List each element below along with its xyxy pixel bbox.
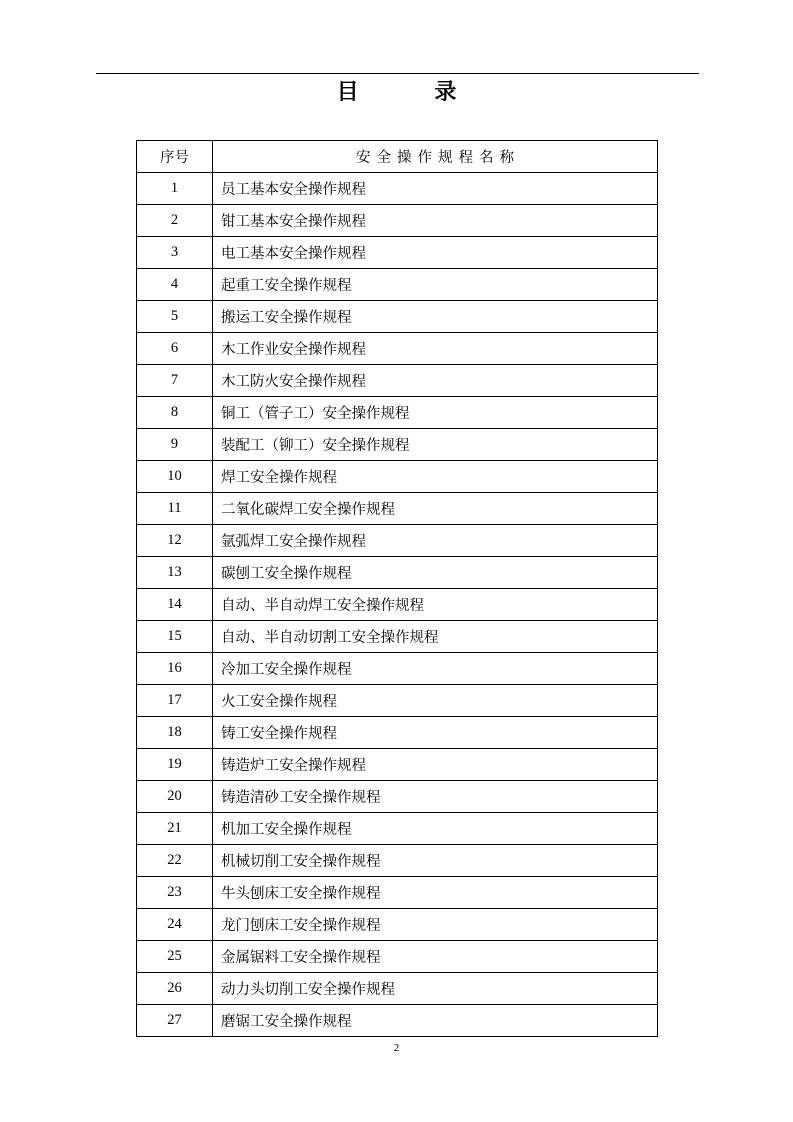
row-number: 9 [137, 429, 213, 461]
table-row [137, 781, 658, 813]
table-row [137, 269, 658, 301]
row-number: 25 [137, 941, 213, 973]
row-number: 1 [137, 173, 213, 205]
row-procedure-name: 氩弧焊工安全操作规程 [213, 525, 658, 557]
row-number: 23 [137, 877, 213, 909]
table-row [137, 493, 658, 525]
row-procedure-name: 起重工安全操作规程 [213, 269, 658, 301]
row-number: 4 [137, 269, 213, 301]
row-procedure-name: 磨锯工安全操作规程 [213, 1005, 658, 1037]
row-number: 13 [137, 557, 213, 589]
row-number: 16 [137, 653, 213, 685]
row-procedure-name: 冷加工安全操作规程 [213, 653, 658, 685]
row-number: 24 [137, 909, 213, 941]
table-row [137, 941, 658, 973]
row-number: 20 [137, 781, 213, 813]
table-row [137, 877, 658, 909]
row-procedure-name: 机加工安全操作规程 [213, 813, 658, 845]
toc-body [137, 173, 658, 1037]
row-number: 8 [137, 397, 213, 429]
table-row [137, 205, 658, 237]
row-procedure-name: 金属锯料工安全操作规程 [213, 941, 658, 973]
table-row [137, 749, 658, 781]
table-row [137, 397, 658, 429]
table-row [137, 621, 658, 653]
row-number: 3 [137, 237, 213, 269]
column-header-number: 序号 [137, 141, 213, 173]
header-rule [96, 73, 699, 74]
table-row [137, 717, 658, 749]
table-row [137, 653, 658, 685]
page-number: 2 [393, 1042, 400, 1054]
row-procedure-name: 二氧化碳焊工安全操作规程 [213, 493, 658, 525]
row-number: 15 [137, 621, 213, 653]
row-number: 2 [137, 205, 213, 237]
table-row [137, 813, 658, 845]
table-row [137, 301, 658, 333]
row-procedure-name: 铜工（管子工）安全操作规程 [213, 397, 658, 429]
row-procedure-name: 木工作业安全操作规程 [213, 333, 658, 365]
table-row [137, 333, 658, 365]
table-row [137, 525, 658, 557]
table-row [137, 589, 658, 621]
table-row [137, 1005, 658, 1037]
table-row [137, 237, 658, 269]
row-number: 5 [137, 301, 213, 333]
row-number: 10 [137, 461, 213, 493]
row-procedure-name: 牛头刨床工安全操作规程 [213, 877, 658, 909]
row-procedure-name: 火工安全操作规程 [213, 685, 658, 717]
row-procedure-name: 铸造清砂工安全操作规程 [213, 781, 658, 813]
row-number: 22 [137, 845, 213, 877]
table-row [137, 461, 658, 493]
row-number: 17 [137, 685, 213, 717]
row-number: 12 [137, 525, 213, 557]
toc-table [136, 140, 658, 1037]
row-number: 21 [137, 813, 213, 845]
row-procedure-name: 龙门刨床工安全操作规程 [213, 909, 658, 941]
row-number: 14 [137, 589, 213, 621]
row-procedure-name: 机械切削工安全操作规程 [213, 845, 658, 877]
row-procedure-name: 铸工安全操作规程 [213, 717, 658, 749]
table-row [137, 557, 658, 589]
row-number: 26 [137, 973, 213, 1005]
row-procedure-name: 电工基本安全操作规程 [213, 237, 658, 269]
table-row [137, 429, 658, 461]
row-procedure-name: 铸造炉工安全操作规程 [213, 749, 658, 781]
row-procedure-name: 装配工（铆工）安全操作规程 [213, 429, 658, 461]
row-procedure-name: 动力头切削工安全操作规程 [213, 973, 658, 1005]
row-procedure-name: 焊工安全操作规程 [213, 461, 658, 493]
row-number: 18 [137, 717, 213, 749]
table-row [137, 685, 658, 717]
row-procedure-name: 员工基本安全操作规程 [213, 173, 658, 205]
row-procedure-name: 自动、半自动焊工安全操作规程 [213, 589, 658, 621]
row-procedure-name: 钳工基本安全操作规程 [213, 205, 658, 237]
row-number: 27 [137, 1005, 213, 1037]
row-procedure-name: 搬运工安全操作规程 [213, 301, 658, 333]
table-row [137, 973, 658, 1005]
page-title: 目 录 [336, 80, 491, 105]
row-procedure-name: 碳刨工安全操作规程 [213, 557, 658, 589]
row-procedure-name: 自动、半自动切割工安全操作规程 [213, 621, 658, 653]
table-row [137, 173, 658, 205]
column-header-name: 安全操作规程名称 [213, 141, 658, 173]
table-row [137, 909, 658, 941]
row-number: 7 [137, 365, 213, 397]
row-number: 11 [137, 493, 213, 525]
table-row [137, 365, 658, 397]
row-number: 19 [137, 749, 213, 781]
table-header-row [137, 141, 658, 173]
table-row [137, 845, 658, 877]
row-procedure-name: 木工防火安全操作规程 [213, 365, 658, 397]
row-number: 6 [137, 333, 213, 365]
